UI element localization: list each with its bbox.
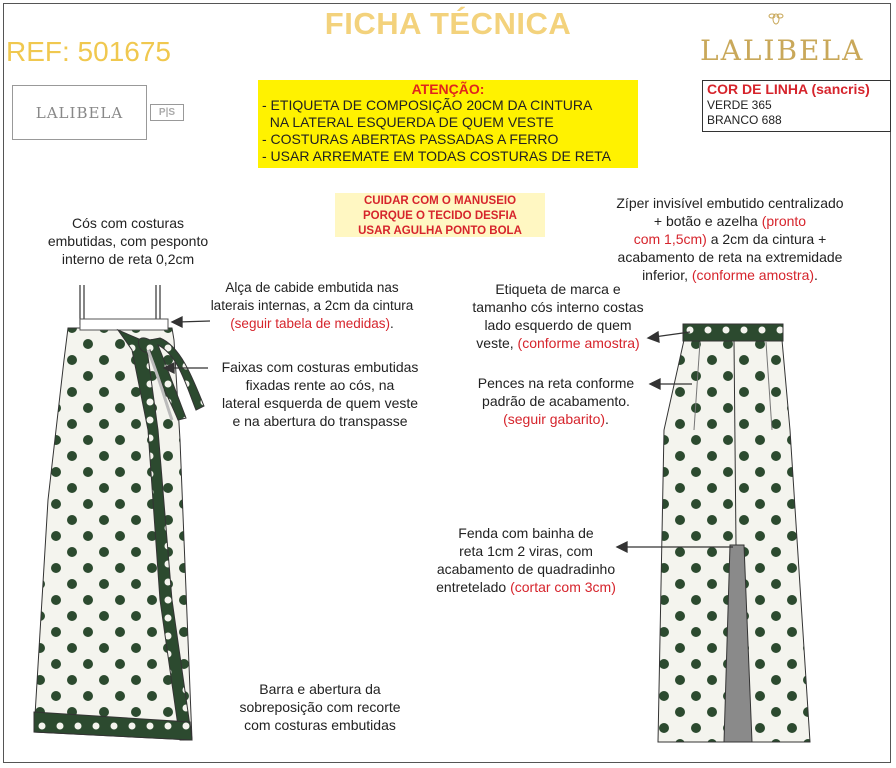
note-line: acabamento de quadradinho <box>436 561 616 577</box>
note-line: lado esquerdo de quem <box>484 317 632 333</box>
caution-line: USAR AGULHA PONTO BOLA <box>358 225 522 237</box>
back-skirt-drawing <box>658 324 810 742</box>
note-line: lateral esquerda de quem veste <box>221 395 419 411</box>
waistband-note <box>28 214 228 268</box>
darts-note <box>466 374 646 428</box>
note-line: e na abertura do transpasse <box>232 413 408 429</box>
note-line: Cós com costuras <box>71 215 185 231</box>
note-line <box>460 334 656 352</box>
brand-logo: LALIBELA <box>700 34 865 67</box>
warning-heading: ATENÇÃO: <box>411 81 485 97</box>
note-highlight: (seguir tabela de medidas) <box>230 316 391 331</box>
caution-line: CUIDAR COM O MANUSEIO <box>363 195 517 207</box>
note-line <box>596 230 864 248</box>
note-punct: . <box>390 316 394 331</box>
note-line: laterais internas, a 2cm da cintura <box>210 298 414 313</box>
note-line: sobreposição com recorte <box>239 699 401 715</box>
note-line <box>436 578 616 596</box>
note-line: embutidas, com pesponto <box>47 233 209 249</box>
thread-color-heading: COR DE LINHA (sancris) <box>707 81 870 97</box>
reference-code: REF: 501675 <box>6 36 171 67</box>
note-line <box>466 410 646 428</box>
page-title: FICHA TÉCNICA <box>324 6 572 41</box>
ties-note <box>200 358 440 430</box>
note-line: Faixas com costuras embutidas <box>221 359 419 375</box>
arrow-head <box>617 542 627 552</box>
note-highlight: (pronto <box>761 213 807 229</box>
note-text: a 2cm da cintura + <box>706 231 827 247</box>
caution-line: PORQUE O TECIDO DESFIA <box>363 210 517 222</box>
note-highlight: com 1,5cm) <box>633 231 707 247</box>
note-line <box>596 212 864 230</box>
note-highlight: (seguir gabarito) <box>503 411 606 427</box>
slit-note <box>436 524 616 596</box>
note-line: tamanho cós interno costas <box>472 299 644 315</box>
note-text: veste, <box>476 335 518 351</box>
size-tag: P|S <box>150 104 184 121</box>
warning-line: - USAR ARREMATE EM TODAS COSTURAS DE RETA <box>262 148 612 164</box>
note-text: entretelado <box>436 579 511 595</box>
note-highlight: (cortar com 3cm) <box>510 579 616 595</box>
arrow-head <box>172 317 182 327</box>
note-line: com costuras embutidas <box>244 717 396 733</box>
thread-color-line: VERDE 365 <box>707 98 772 112</box>
waistband <box>683 324 783 341</box>
note-line: Fenda com bainha de <box>458 525 594 541</box>
warning-line: NA LATERAL ESQUERDA DE QUEM VESTE <box>262 114 554 130</box>
brand-label-note <box>460 280 656 352</box>
zipper-note <box>596 194 864 284</box>
note-highlight: (conforme amostra) <box>691 267 815 283</box>
warning-line: - COSTURAS ABERTAS PASSADAS A FERRO <box>262 131 559 147</box>
label-sample: LALIBELA <box>12 85 147 140</box>
arrow-head <box>650 379 660 389</box>
hem-note <box>210 680 430 734</box>
note-text: + botão e azelha <box>653 213 762 229</box>
note-line: acabamento de reta na extremidade <box>617 249 843 265</box>
thread-color-line: BRANCO 688 <box>707 113 782 127</box>
note-punct: . <box>814 267 818 283</box>
note-line: interno de reta 0,2cm <box>61 251 195 267</box>
note-line: fixadas rente ao cós, na <box>245 377 395 393</box>
front-skirt-drawing <box>34 285 204 740</box>
note-punct: . <box>605 411 609 427</box>
note-line: Zíper invisível embutido centralizado <box>616 195 844 211</box>
hanger-note <box>192 279 432 333</box>
note-line: Etiqueta de marca e <box>495 281 621 297</box>
note-line: Barra e abertura da <box>259 681 381 697</box>
note-line <box>192 315 432 333</box>
note-line: Alça de cabide embutida nas <box>225 280 399 295</box>
waistband <box>80 319 168 330</box>
note-highlight: (conforme amostra) <box>517 335 640 351</box>
note-line: Pences na reta conforme <box>477 375 635 391</box>
note-line: reta 1cm 2 viras, com <box>459 543 593 559</box>
note-line: padrão de acabamento. <box>482 393 630 409</box>
callout-arrows <box>164 317 733 552</box>
warning-line: - ETIQUETA DE COMPOSIÇÃO 20CM DA CINTURA <box>262 97 593 113</box>
note-text: inferior, <box>642 267 692 283</box>
